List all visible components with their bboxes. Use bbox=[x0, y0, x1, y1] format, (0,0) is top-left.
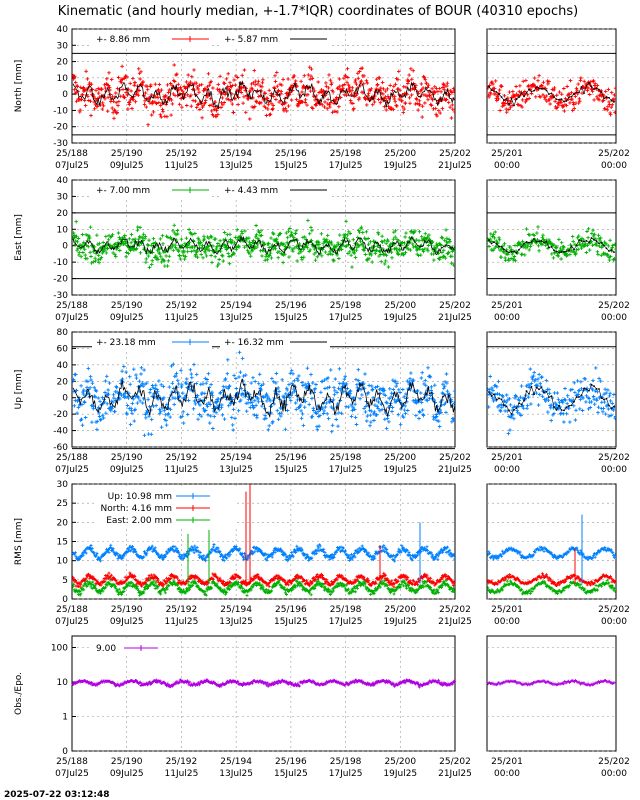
obs-xtick-date: 07Jul25 bbox=[55, 769, 89, 779]
north-zoom-xtick-doy: 25/202 bbox=[598, 149, 630, 159]
up-legend bbox=[92, 337, 330, 349]
rms-points-up bbox=[72, 543, 457, 563]
rms-zoom-points-up bbox=[487, 546, 618, 561]
east-legend bbox=[92, 185, 330, 197]
rms-xtick-doy: 25/194 bbox=[220, 605, 252, 615]
rms-ylabel: RMS [mm] bbox=[14, 517, 24, 566]
up-xtick-doy: 25/190 bbox=[110, 453, 143, 463]
north-zoom-xtick-time: 00:00 bbox=[494, 161, 520, 171]
up-kinematic-points bbox=[71, 351, 456, 438]
rms-panel bbox=[14, 480, 630, 627]
obs-ytick-label: 1 bbox=[62, 712, 68, 723]
up-xtick-date: 13Jul25 bbox=[219, 465, 254, 475]
up-xtick-date: 15Jul25 bbox=[273, 465, 308, 475]
east-panel bbox=[14, 176, 630, 323]
obs-xtick-date: 21Jul25 bbox=[438, 769, 472, 779]
obs-xtick-doy: 25/202 bbox=[439, 757, 471, 767]
north-legend bbox=[92, 34, 330, 46]
obs-xtick-doy: 25/196 bbox=[275, 757, 307, 767]
north-xtick-doy: 25/200 bbox=[384, 149, 417, 159]
obs-legend-label: 9.00 bbox=[96, 644, 117, 654]
up-zoom-kinematic-points bbox=[486, 366, 617, 435]
east-zoom-frame bbox=[487, 180, 616, 295]
obs-zoom-xtick-time: 00:00 bbox=[601, 769, 627, 779]
north-zoom-kinematic-points bbox=[486, 74, 617, 117]
east-xtick-date: 21Jul25 bbox=[438, 313, 472, 323]
north-ylabel: North [mm] bbox=[14, 59, 24, 113]
north-xtick-date: 07Jul25 bbox=[55, 161, 89, 171]
rms-xtick-doy: 25/196 bbox=[275, 605, 307, 615]
north-xtick-doy: 25/202 bbox=[439, 149, 471, 159]
rms-xtick-doy: 25/190 bbox=[110, 605, 143, 615]
rms-legend bbox=[97, 488, 237, 528]
rms-zoom-xtick-time: 00:00 bbox=[494, 617, 520, 627]
east-xtick-doy: 25/196 bbox=[275, 301, 307, 311]
east-ytick-label: 40 bbox=[56, 176, 68, 186]
rms-xtick-date: 07Jul25 bbox=[55, 617, 89, 627]
up-xtick-date: 11Jul25 bbox=[164, 465, 199, 475]
obs-xtick-date: 19Jul25 bbox=[383, 769, 418, 779]
east-xtick-doy: 25/202 bbox=[439, 301, 471, 311]
east-xtick-date: 15Jul25 bbox=[273, 313, 308, 323]
north-xtick-doy: 25/192 bbox=[165, 149, 198, 159]
north-ytick-label: 20 bbox=[56, 57, 68, 68]
up-xtick-doy: 25/198 bbox=[329, 453, 362, 463]
obs-points bbox=[72, 678, 457, 688]
obs-zoom-xtick-doy: 25/201 bbox=[491, 757, 523, 767]
up-ytick-label: 60 bbox=[56, 344, 68, 355]
east-zoom-xtick-doy: 25/201 bbox=[491, 301, 523, 311]
up-xtick-date: 07Jul25 bbox=[55, 465, 89, 475]
east-ytick-label: -30 bbox=[53, 291, 68, 301]
obs-xtick-doy: 25/194 bbox=[220, 757, 252, 767]
north-xtick-doy: 25/198 bbox=[329, 149, 362, 159]
up-xtick-date: 17Jul25 bbox=[328, 465, 363, 475]
rms-xtick-date: 15Jul25 bbox=[273, 617, 308, 627]
obs-xtick-date: 11Jul25 bbox=[164, 769, 199, 779]
rms-xtick-doy: 25/192 bbox=[165, 605, 198, 615]
obs-xtick-doy: 25/192 bbox=[165, 757, 198, 767]
up-zoom-xtick-doy: 25/202 bbox=[598, 453, 630, 463]
rms-xtick-doy: 25/198 bbox=[329, 605, 362, 615]
up-xtick-doy: 25/194 bbox=[220, 453, 252, 463]
rms-xtick-date: 17Jul25 bbox=[328, 617, 363, 627]
up-ytick-label: 0 bbox=[62, 393, 68, 404]
up-ytick-label: -20 bbox=[53, 410, 68, 421]
north-ytick-label: 40 bbox=[56, 25, 68, 35]
obs-zoom-frame bbox=[487, 636, 616, 751]
up-ytick-label: -60 bbox=[53, 443, 68, 453]
obs-zoom-xtick-time: 00:00 bbox=[494, 769, 520, 779]
obs-xtick-date: 09Jul25 bbox=[109, 769, 144, 779]
east-zoom-xtick-time: 00:00 bbox=[494, 313, 520, 323]
panels bbox=[14, 25, 630, 779]
rms-legend-label-east: East: 2.00 mm bbox=[106, 516, 172, 526]
north-panel bbox=[14, 25, 630, 171]
east-ytick-label: 20 bbox=[56, 208, 68, 219]
obs-frame bbox=[72, 636, 455, 751]
up-xtick-doy: 25/202 bbox=[439, 453, 471, 463]
east-ytick-label: 0 bbox=[62, 241, 68, 252]
north-legend-label-median: +- 5.87 mm bbox=[224, 35, 279, 45]
rms-ytick-label: 10 bbox=[56, 556, 68, 567]
up-xtick-doy: 25/192 bbox=[165, 453, 198, 463]
rms-xtick-date: 11Jul25 bbox=[164, 617, 199, 627]
north-ytick-label: -10 bbox=[53, 106, 68, 117]
obs-legend bbox=[92, 641, 162, 654]
up-ytick-label: -40 bbox=[53, 426, 68, 437]
obs-panel bbox=[14, 636, 630, 779]
north-frame bbox=[72, 29, 455, 143]
up-ytick-label: 80 bbox=[56, 328, 68, 338]
north-xtick-doy: 25/196 bbox=[275, 149, 307, 159]
north-ytick-label: -20 bbox=[53, 122, 68, 133]
north-xtick-date: 19Jul25 bbox=[383, 161, 418, 171]
rms-ytick-label: 25 bbox=[56, 499, 68, 510]
north-ytick-label: 0 bbox=[62, 90, 68, 101]
east-xtick-date: 17Jul25 bbox=[328, 313, 363, 323]
north-ytick-label: 10 bbox=[56, 73, 68, 84]
north-xtick-date: 11Jul25 bbox=[164, 161, 199, 171]
chart-title: Kinematic (and hourly median, +-1.7*IQR) coordinates of BOUR (40310 epochs) bbox=[57, 4, 579, 19]
north-legend-label-kinematic: +- 8.86 mm bbox=[96, 35, 151, 45]
obs-xtick-doy: 25/200 bbox=[384, 757, 417, 767]
rms-ytick-label: 20 bbox=[56, 518, 68, 529]
east-ytick-label: 30 bbox=[56, 192, 68, 203]
east-ylabel: East [mm] bbox=[14, 214, 24, 261]
north-xtick-doy: 25/190 bbox=[110, 149, 143, 159]
north-xtick-doy: 25/194 bbox=[220, 149, 252, 159]
east-xtick-doy: 25/190 bbox=[110, 301, 143, 311]
north-zoom-frame bbox=[487, 29, 616, 143]
north-xtick-date: 15Jul25 bbox=[273, 161, 308, 171]
east-xtick-doy: 25/194 bbox=[220, 301, 252, 311]
rms-ytick-label: 0 bbox=[62, 595, 68, 605]
east-xtick-date: 11Jul25 bbox=[164, 313, 199, 323]
east-ytick-label: -10 bbox=[53, 258, 68, 269]
up-ylabel: Up [mm] bbox=[14, 369, 24, 410]
rms-legend-label-up: Up: 10.98 mm bbox=[107, 492, 172, 502]
east-xtick-date: 19Jul25 bbox=[383, 313, 418, 323]
up-ytick-label: 20 bbox=[56, 377, 68, 388]
obs-ytick-label: 10 bbox=[56, 678, 68, 688]
east-xtick-doy: 25/188 bbox=[56, 301, 88, 311]
rms-xtick-doy: 25/188 bbox=[56, 605, 88, 615]
up-xtick-date: 21Jul25 bbox=[438, 465, 472, 475]
east-xtick-doy: 25/198 bbox=[329, 301, 362, 311]
up-zoom-xtick-time: 00:00 bbox=[494, 465, 520, 475]
up-xtick-doy: 25/196 bbox=[275, 453, 307, 463]
up-panel bbox=[14, 328, 630, 475]
up-zoom-xtick-doy: 25/201 bbox=[491, 453, 523, 463]
east-legend-label-median: +- 4.43 mm bbox=[224, 186, 279, 196]
east-xtick-doy: 25/200 bbox=[384, 301, 417, 311]
north-xtick-date: 21Jul25 bbox=[438, 161, 472, 171]
up-legend-label-median: +- 16.32 mm bbox=[224, 338, 284, 348]
up-ytick-label: 40 bbox=[56, 360, 68, 371]
rms-ytick-label: 15 bbox=[56, 537, 68, 548]
east-zoom-xtick-time: 00:00 bbox=[601, 313, 627, 323]
rms-xtick-doy: 25/200 bbox=[384, 605, 417, 615]
east-zoom-kinematic-points bbox=[486, 225, 617, 262]
rms-zoom-xtick-doy: 25/202 bbox=[598, 605, 630, 615]
rms-xtick-date: 09Jul25 bbox=[109, 617, 144, 627]
east-xtick-date: 09Jul25 bbox=[109, 313, 144, 323]
obs-xtick-doy: 25/188 bbox=[56, 757, 88, 767]
rms-zoom-xtick-time: 00:00 bbox=[601, 617, 627, 627]
north-zoom-xtick-doy: 25/201 bbox=[491, 149, 523, 159]
obs-ylabel: Obs./Epo. bbox=[14, 672, 24, 715]
north-ytick-label: 30 bbox=[56, 41, 68, 52]
rms-zoom-xtick-doy: 25/201 bbox=[491, 605, 523, 615]
obs-xtick-doy: 25/198 bbox=[329, 757, 362, 767]
obs-ytick-label: 0 bbox=[62, 747, 68, 757]
rms-xtick-date: 19Jul25 bbox=[383, 617, 418, 627]
rms-xtick-date: 21Jul25 bbox=[438, 617, 472, 627]
rms-xtick-doy: 25/202 bbox=[439, 605, 471, 615]
east-zoom-xtick-doy: 25/202 bbox=[598, 301, 630, 311]
obs-zoom-points bbox=[487, 679, 616, 687]
east-ytick-label: 10 bbox=[56, 225, 68, 236]
obs-xtick-date: 13Jul25 bbox=[219, 769, 254, 779]
obs-xtick-doy: 25/190 bbox=[110, 757, 143, 767]
north-xtick-date: 17Jul25 bbox=[328, 161, 363, 171]
north-median-line bbox=[73, 82, 455, 108]
east-xtick-doy: 25/192 bbox=[165, 301, 198, 311]
north-xtick-date: 13Jul25 bbox=[219, 161, 254, 171]
up-xtick-date: 19Jul25 bbox=[383, 465, 418, 475]
up-xtick-doy: 25/188 bbox=[56, 453, 88, 463]
north-ytick-label: -30 bbox=[53, 139, 68, 149]
north-xtick-doy: 25/188 bbox=[56, 149, 88, 159]
rms-ytick-label: 30 bbox=[56, 480, 68, 490]
footer-timestamp: 2025-07-22 03:12:48 bbox=[4, 790, 110, 800]
obs-zoom-xtick-doy: 25/202 bbox=[598, 757, 630, 767]
up-xtick-doy: 25/200 bbox=[384, 453, 417, 463]
north-zoom-xtick-time: 00:00 bbox=[601, 161, 627, 171]
east-xtick-date: 13Jul25 bbox=[219, 313, 254, 323]
up-zoom-xtick-time: 00:00 bbox=[601, 465, 627, 475]
rms-ytick-label: 5 bbox=[62, 575, 68, 586]
east-xtick-date: 07Jul25 bbox=[55, 313, 89, 323]
east-ytick-label: -20 bbox=[53, 274, 68, 285]
rms-legend-label-north: North: 4.16 mm bbox=[100, 504, 172, 514]
obs-xtick-date: 17Jul25 bbox=[328, 769, 363, 779]
north-xtick-date: 09Jul25 bbox=[109, 161, 144, 171]
up-xtick-date: 09Jul25 bbox=[109, 465, 144, 475]
obs-ytick-label: 100 bbox=[50, 643, 68, 654]
up-legend-label-kinematic: +- 23.18 mm bbox=[96, 338, 156, 348]
east-legend-label-kinematic: +- 7.00 mm bbox=[96, 186, 151, 196]
rms-xtick-date: 13Jul25 bbox=[219, 617, 254, 627]
obs-xtick-date: 15Jul25 bbox=[273, 769, 308, 779]
